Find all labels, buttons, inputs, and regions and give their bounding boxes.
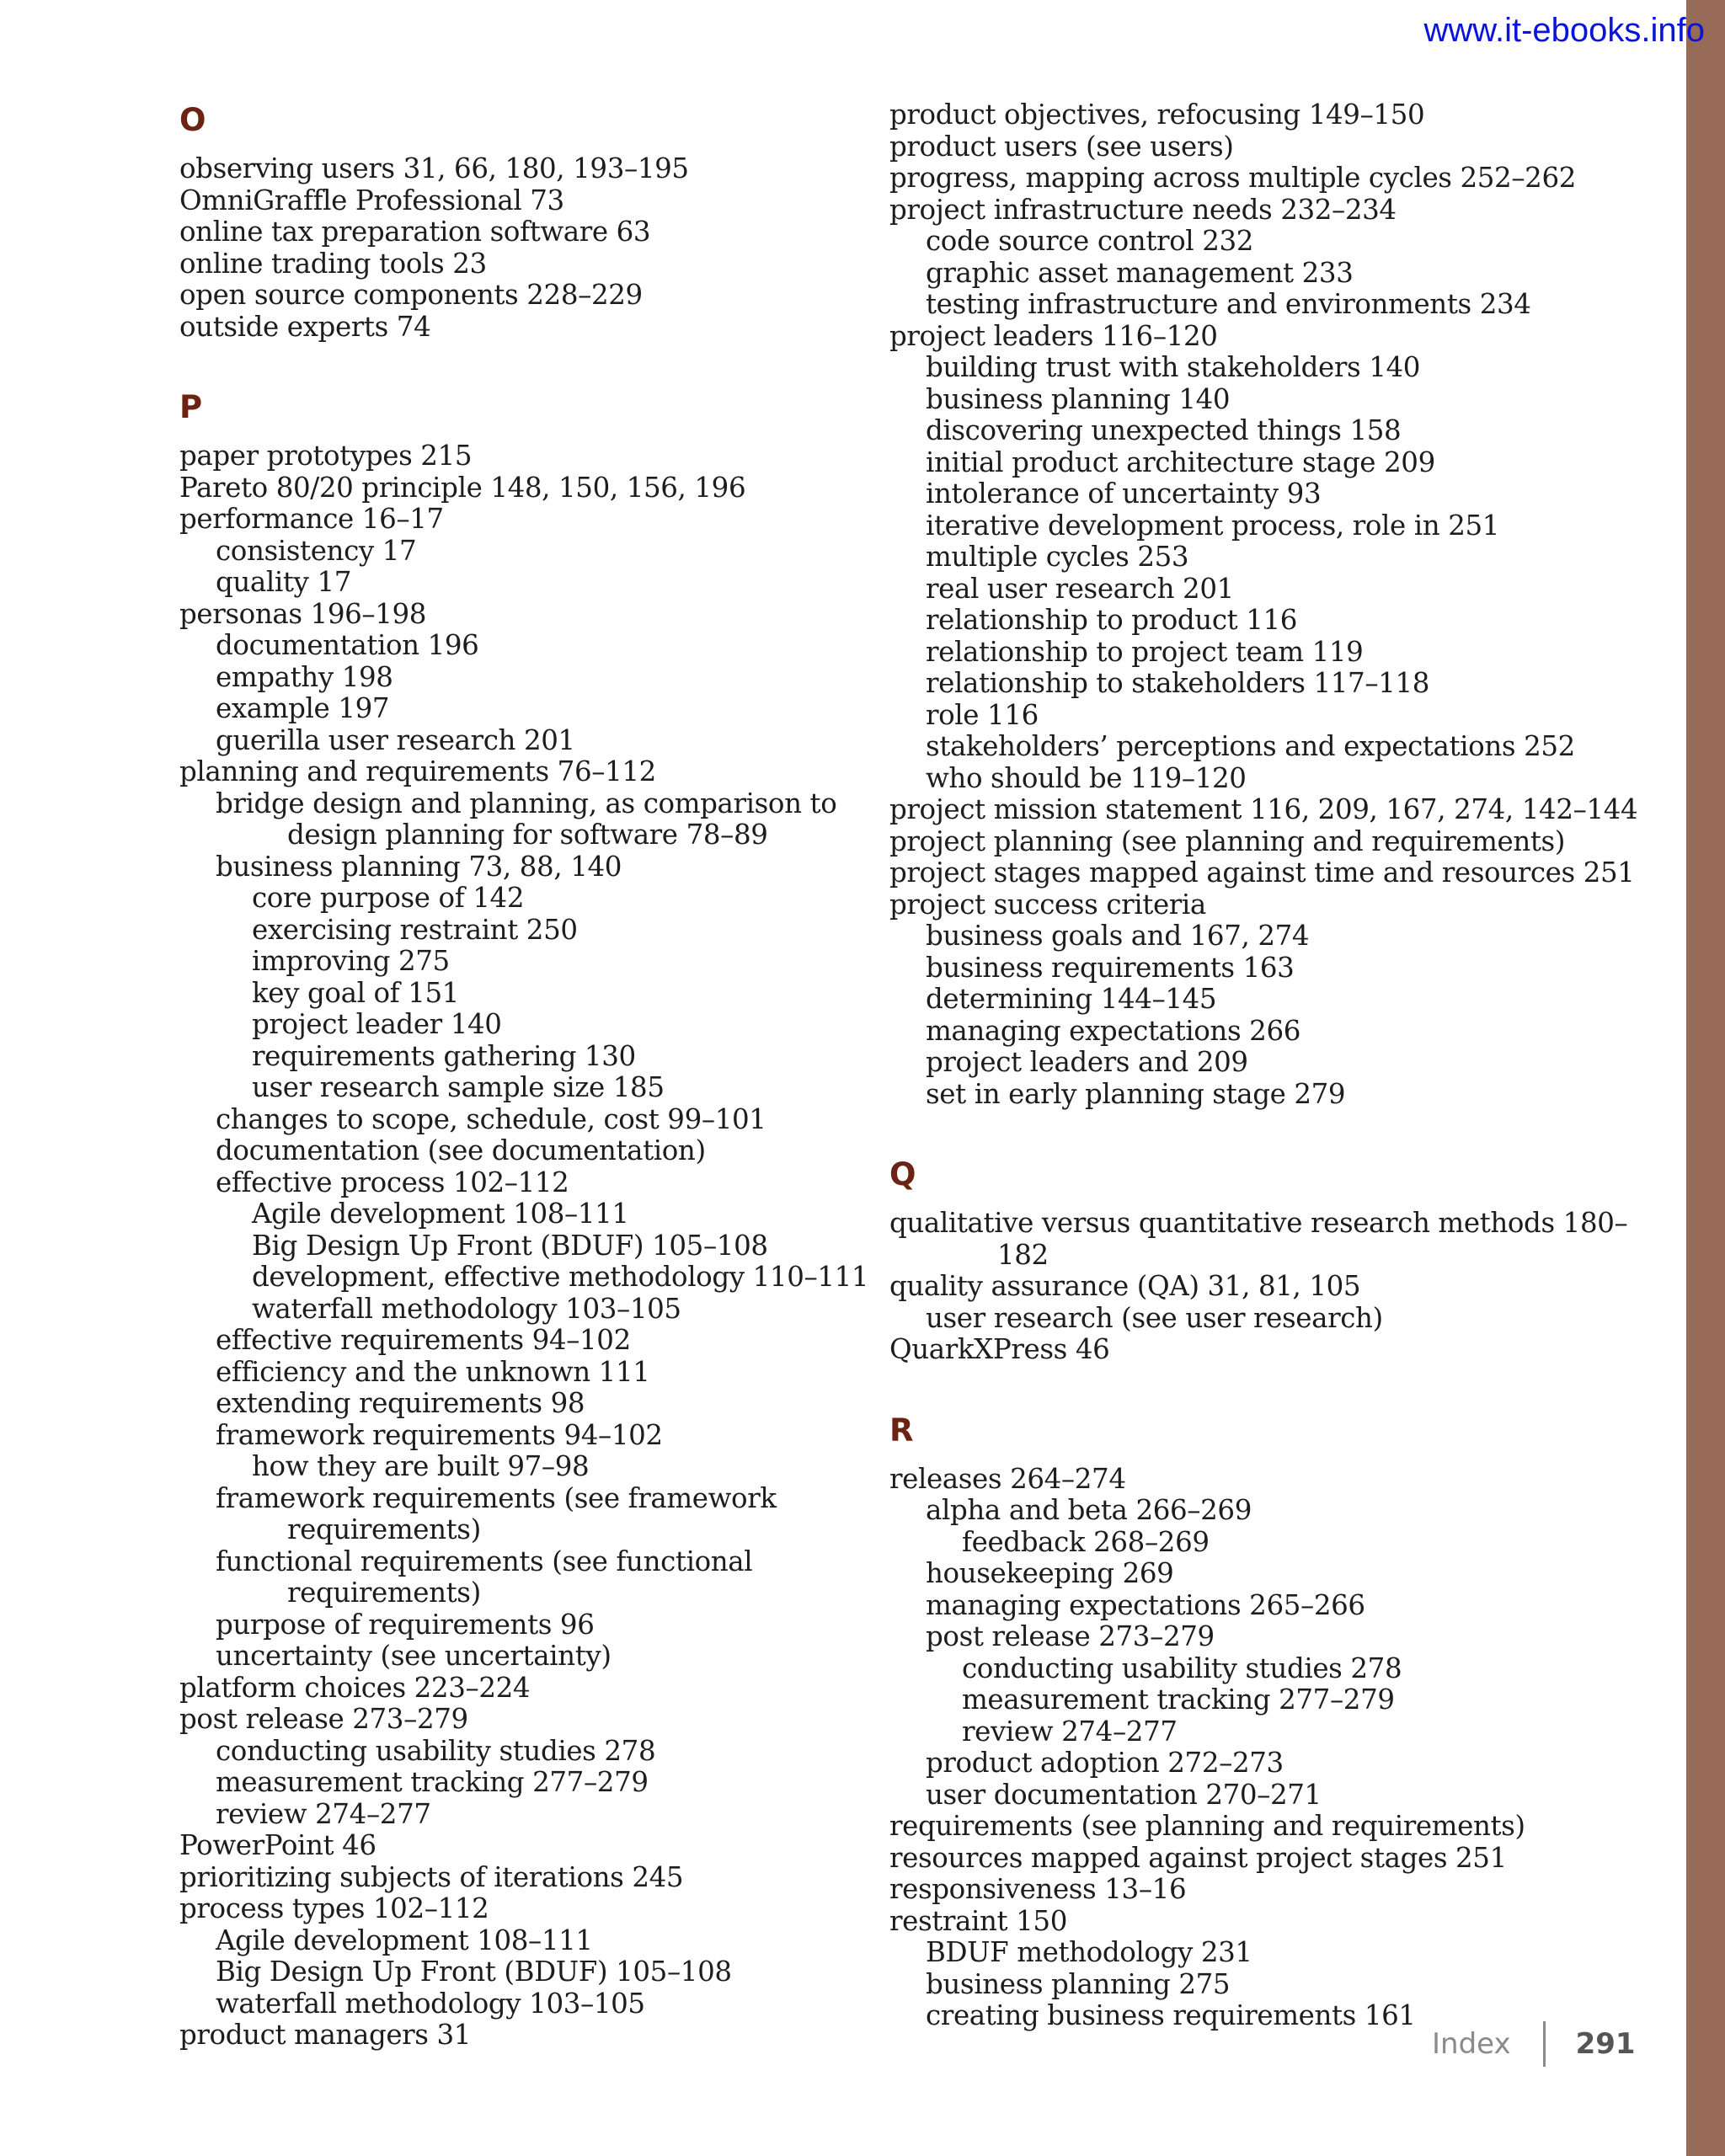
index-entry: observing users 31, 66, 180, 193–195 <box>179 152 689 184</box>
index-subentry: waterfall methodology 103–105 <box>216 1987 645 2020</box>
index-subentry: relationship to stakeholders 117–118 <box>926 667 1430 699</box>
index-subentry: documentation 196 <box>216 629 479 661</box>
index-subentry: code source control 232 <box>926 225 1254 257</box>
index-entry: online tax preparation software 63 <box>179 216 651 248</box>
index-subentry: real user research 201 <box>926 572 1234 605</box>
index-subentry: review 274–277 <box>962 1715 1178 1748</box>
index-subentry: product adoption 272–273 <box>926 1747 1284 1779</box>
index-entry: Pareto 80/20 principle 148, 150, 156, 196 <box>179 471 746 504</box>
index-subentry: core purpose of 142 <box>252 882 525 914</box>
index-entry: restraint 150 <box>889 1904 1067 1937</box>
index-subentry: effective requirements 94–102 <box>216 1324 631 1356</box>
index-subentry: functional requirements (see functional requirements) <box>216 1545 753 1609</box>
index-entry: requirements (see planning and requirements) <box>889 1810 1525 1842</box>
index-subentry: Big Design Up Front (BDUF) 105–108 <box>216 1956 732 1988</box>
index-entry: project infrastructure needs 232–234 <box>889 193 1397 226</box>
index-subentry: guerilla user research 201 <box>216 723 575 756</box>
index-subentry: determining 144–145 <box>926 983 1217 1015</box>
index-subentry: iterative development process, role in 251 <box>926 509 1500 542</box>
index-subentry: example 197 <box>216 692 390 724</box>
index-subentry: waterfall methodology 103–105 <box>252 1292 681 1325</box>
index-subentry: Big Design Up Front (BDUF) 105–108 <box>252 1229 768 1262</box>
index-entry: OmniGraffle Professional 73 <box>179 184 564 216</box>
index-subentry: testing infrastructure and environments 234 <box>926 288 1531 320</box>
index-entry: open source components 228–229 <box>179 279 643 311</box>
index-subentry: BDUF methodology 231 <box>926 1936 1252 1968</box>
index-entry: project leaders 116–120 <box>889 319 1218 352</box>
index-subentry: building trust with stakeholders 140 <box>926 351 1421 383</box>
index-subentry: development, effective methodology 110–111 <box>252 1261 869 1293</box>
index-subentry: Agile development 108–111 <box>216 1924 593 1956</box>
index-entry: post release 273–279 <box>179 1703 468 1735</box>
index-subentry: business planning 73, 88, 140 <box>216 850 622 883</box>
index-subentry: relationship to product 116 <box>926 604 1298 636</box>
index-entry: project planning (see planning and requirements) <box>889 825 1566 857</box>
index-subentry: managing expectations 266 <box>926 1014 1301 1047</box>
index-entry: PowerPoint 46 <box>179 1829 377 1861</box>
index-subentry: conducting usability studies 278 <box>216 1734 656 1767</box>
index-entry: project stages mapped against time and resources 251 <box>889 857 1635 889</box>
index-subentry: review 274–277 <box>216 1797 431 1830</box>
index-subentry: business requirements 163 <box>926 951 1295 984</box>
index-entry: qualitative versus quantitative research methods 180–182 <box>889 1207 1628 1271</box>
index-subentry: intolerance of uncertainty 93 <box>926 478 1322 510</box>
index-subentry: project leaders and 209 <box>926 1046 1248 1078</box>
index-subentry: discovering unexpected things 158 <box>926 414 1402 446</box>
index-entry: product objectives, refocusing 149–150 <box>889 99 1425 131</box>
index-column-left <box>179 99 869 2052</box>
index-subentry: user documentation 270–271 <box>926 1778 1322 1811</box>
index-entry: planning and requirements 76–112 <box>179 755 656 787</box>
index-entry: progress, mapping across multiple cycles 252–262 <box>889 162 1577 194</box>
index-entry: product managers 31 <box>179 2019 472 2051</box>
page-number: 291 <box>1575 2027 1636 2061</box>
index-entry: resources mapped against project stages 251 <box>889 1841 1507 1874</box>
index-subentry: who should be 119–120 <box>926 761 1247 794</box>
index-entry: responsiveness 13–16 <box>889 1873 1187 1905</box>
index-letter-heading: Q <box>889 1156 916 1193</box>
index-entry: online trading tools 23 <box>179 247 487 280</box>
index-subentry: set in early planning stage 279 <box>926 1077 1346 1110</box>
index-subentry: framework requirements (see framework requirements) <box>216 1481 777 1545</box>
index-letter-heading: P <box>179 389 203 425</box>
index-subentry: quality 17 <box>216 566 352 598</box>
index-entry: prioritizing subjects of iterations 245 <box>179 1860 684 1893</box>
index-subentry: post release 273–279 <box>926 1620 1215 1652</box>
index-entry: process types 102–112 <box>179 1892 489 1924</box>
index-entry: outside experts 74 <box>179 310 431 343</box>
index-subentry: role 116 <box>926 698 1039 731</box>
index-subentry: stakeholders’ perceptions and expectations 252 <box>926 730 1575 762</box>
index-subentry: uncertainty (see uncertainty) <box>216 1640 611 1672</box>
index-subentry: measurement tracking 277–279 <box>962 1684 1395 1716</box>
index-subentry: relationship to project team 119 <box>926 635 1364 668</box>
index-subentry: extending requirements 98 <box>216 1387 585 1419</box>
index-subentry: purpose of requirements 96 <box>216 1608 595 1641</box>
index-entry: performance 16–17 <box>179 503 444 535</box>
index-entry: QuarkXPress 46 <box>889 1333 1110 1365</box>
index-column-right <box>889 99 1648 2032</box>
watermark-link[interactable]: www.it-ebooks.info <box>1423 12 1705 49</box>
index-entry: releases 264–274 <box>889 1462 1126 1495</box>
index-subentry: managing expectations 265–266 <box>926 1588 1365 1621</box>
index-letter-heading: R <box>889 1412 914 1449</box>
index-entry: platform choices 223–224 <box>179 1671 531 1704</box>
page-footer <box>1432 2021 1636 2067</box>
index-subentry: consistency 17 <box>216 534 417 567</box>
index-subentry: measurement tracking 277–279 <box>216 1766 649 1798</box>
index-entry: personas 196–198 <box>179 597 427 630</box>
index-subentry: project leader 140 <box>252 1008 502 1040</box>
index-subentry: initial product architecture stage 209 <box>926 446 1435 478</box>
index-subentry: key goal of 151 <box>252 976 460 1009</box>
index-subentry: requirements gathering 130 <box>252 1039 636 1072</box>
index-entry: quality assurance (QA) 31, 81, 105 <box>889 1270 1361 1302</box>
index-subentry: how they are built 97–98 <box>252 1450 590 1482</box>
index-entry: paper prototypes 215 <box>179 440 473 472</box>
index-subentry: business planning 140 <box>926 382 1231 415</box>
index-subentry: housekeeping 269 <box>926 1557 1174 1589</box>
index-entry: project mission statement 116, 209, 167, 274, 142–144 <box>889 793 1638 825</box>
index-subentry: Agile development 108–111 <box>252 1198 629 1230</box>
index-subentry: framework requirements 94–102 <box>216 1418 663 1451</box>
index-entry: product users (see users) <box>889 130 1234 163</box>
index-subentry: alpha and beta 266–269 <box>926 1494 1252 1526</box>
index-subentry: documentation (see documentation) <box>216 1134 706 1166</box>
index-subentry: user research (see user research) <box>926 1301 1383 1334</box>
index-subentry: business planning 275 <box>926 1967 1231 2000</box>
index-subentry: effective process 102–112 <box>216 1166 569 1198</box>
index-subentry: improving 275 <box>252 945 450 977</box>
index-subentry: multiple cycles 253 <box>926 541 1189 573</box>
index-subentry: bridge design and planning, as comparison to design planning for software 78–89 <box>216 787 837 851</box>
side-edge-bar <box>1686 0 1725 2156</box>
index-subentry: creating business requirements 161 <box>926 1999 1416 2031</box>
index-entry: project success criteria <box>889 888 1206 921</box>
footer-section-label: Index <box>1432 2027 1511 2061</box>
index-subentry: graphic asset management 233 <box>926 256 1354 289</box>
index-subentry: feedback 268–269 <box>962 1525 1210 1558</box>
index-subentry: user research sample size 185 <box>252 1071 665 1103</box>
index-subentry: empathy 198 <box>216 660 393 693</box>
index-subentry: conducting usability studies 278 <box>962 1652 1402 1684</box>
index-subentry: business goals and 167, 274 <box>926 920 1310 952</box>
footer-divider <box>1543 2021 1546 2067</box>
index-letter-heading: O <box>179 102 206 138</box>
index-subentry: efficiency and the unknown 111 <box>216 1355 650 1388</box>
index-subentry: exercising restraint 250 <box>252 913 578 946</box>
index-subentry: changes to scope, schedule, cost 99–101 <box>216 1102 766 1135</box>
